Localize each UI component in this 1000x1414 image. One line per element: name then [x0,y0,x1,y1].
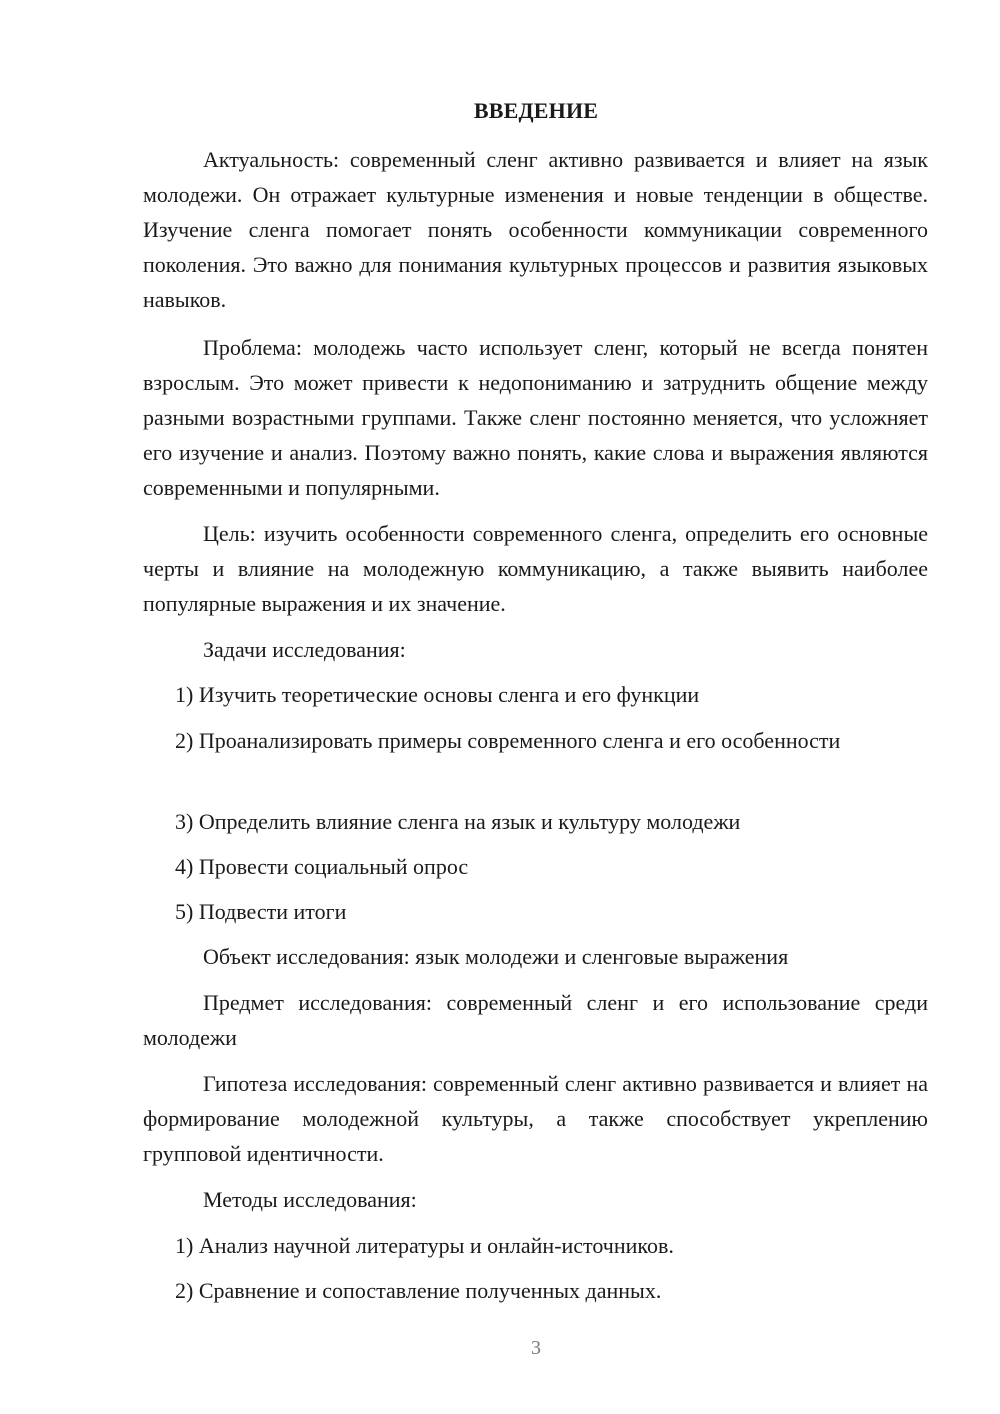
method-item-2: 2) Сравнение и сопоставление полученных данных. [175,1278,662,1303]
task-item-2: 2) Проанализировать примеры современного сленга и его особенности [175,728,841,753]
task-item-5: 5) Подвести итоги [175,899,347,924]
task-item-1: 1) Изучить теоретические основы сленга и его функции [175,682,700,707]
object-paragraph: Объект исследования: язык молодежи и сленговые выражения [203,944,789,969]
section-title: ВВЕДЕНИЕ [473,98,599,123]
task-item-4: 4) Провести социальный опрос [175,854,469,879]
page-number: 3 [531,1337,541,1359]
goal-paragraph: Цель: изучить особенности современного сленга, определить его основные черты и влияние на молодежную коммуникацию, а также выявить наиболее популярные выражения и их значение. [143,521,928,616]
tasks-heading: Задачи исследования: [203,637,406,662]
method-item-1: 1) Анализ научной литературы и онлайн-источников. [175,1233,674,1258]
task-item-3: 3) Определить влияние сленга на язык и культуру молодежи [175,809,741,834]
problem-paragraph: Проблема: молодежь часто использует сленг, который не всегда понятен взрослым. Это может привести к недопониманию и затруднить общение между разными возрастными группами. Также сленг постоянно меняется, что усложняет его изучение и анализ. Поэтому важно понять, какие слова и выражения являются современными и популярными. [143,335,928,500]
hypothesis-paragraph: Гипотеза исследования: современный сленг активно развивается и влияет на формирование молодежной культуры, а также способствует укреплению групповой идентичности. [143,1071,928,1166]
relevance-paragraph: Актуальность: современный сленг активно развивается и влияет на язык молодежи. Он отражает культурные изменения и новые тенденции в обществе. Изучение сленга помогает понять особенности коммуникации современного поколения. Это важно для понимания культурных процессов и развития языковых навыков. [143,147,928,312]
subject-paragraph: Предмет исследования: современный сленг и его использование среди молодежи [143,990,928,1050]
methods-heading: Методы исследования: [203,1187,417,1212]
